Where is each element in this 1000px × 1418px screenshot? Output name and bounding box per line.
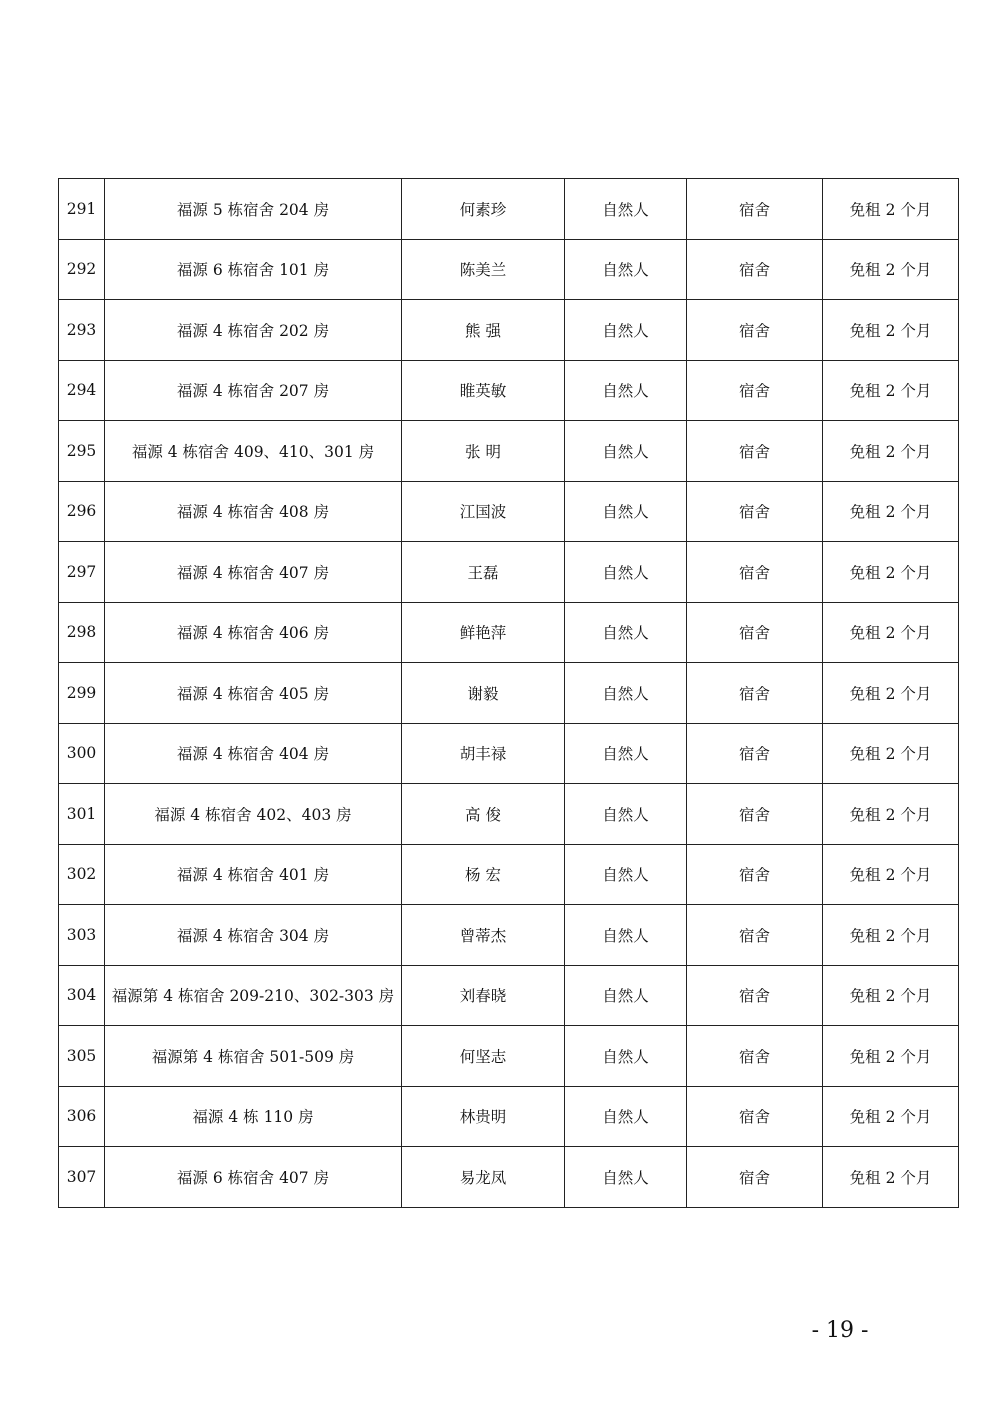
property-address-cell: 福源 4 栋宿舍 202 房	[105, 300, 402, 361]
table-row	[59, 179, 959, 240]
property-use-cell: 宿舍	[687, 1086, 823, 1147]
row-index-cell: 304	[59, 965, 105, 1026]
property-use-cell: 宿舍	[687, 481, 823, 542]
property-address-cell: 福源 4 栋宿舍 207 房	[105, 360, 402, 421]
tenant-name-cell: 林贵明	[402, 1086, 565, 1147]
property-address-cell: 福源第 4 栋宿舍 209-210、302-303 房	[105, 965, 402, 1026]
tenant-type-cell: 自然人	[565, 1086, 687, 1147]
row-index-cell: 298	[59, 602, 105, 663]
tenant-name-cell: 刘春晓	[402, 965, 565, 1026]
table-row	[59, 239, 959, 300]
tenant-type-cell: 自然人	[565, 965, 687, 1026]
property-use-cell: 宿舍	[687, 723, 823, 784]
tenant-name-cell: 鲜艳萍	[402, 602, 565, 663]
table-row	[59, 844, 959, 905]
tenant-type-cell: 自然人	[565, 360, 687, 421]
relief-term-cell: 免租 2 个月	[823, 542, 959, 603]
table-row	[59, 784, 959, 845]
tenant-type-cell: 自然人	[565, 179, 687, 240]
property-address-cell: 福源 4 栋 110 房	[105, 1086, 402, 1147]
property-address-cell: 福源 4 栋宿舍 304 房	[105, 905, 402, 966]
property-address-cell: 福源第 4 栋宿舍 501-509 房	[105, 1026, 402, 1087]
row-index-cell: 294	[59, 360, 105, 421]
row-index-cell: 301	[59, 784, 105, 845]
tenant-type-cell: 自然人	[565, 663, 687, 724]
tenant-name-cell: 胡丰禄	[402, 723, 565, 784]
relief-term-cell: 免租 2 个月	[823, 844, 959, 905]
relief-term-cell: 免租 2 个月	[823, 723, 959, 784]
property-address-cell: 福源 4 栋宿舍 409、410、301 房	[105, 421, 402, 482]
property-use-cell: 宿舍	[687, 663, 823, 724]
tenant-type-cell: 自然人	[565, 421, 687, 482]
table-row	[59, 360, 959, 421]
property-use-cell: 宿舍	[687, 905, 823, 966]
tenant-name-cell: 高 俊	[402, 784, 565, 845]
tenant-name-cell: 何坚志	[402, 1026, 565, 1087]
tenant-name-cell: 陈美兰	[402, 239, 565, 300]
tenant-type-cell: 自然人	[565, 905, 687, 966]
table-row	[59, 1086, 959, 1147]
tenant-name-cell: 江国波	[402, 481, 565, 542]
relief-term-cell: 免租 2 个月	[823, 1086, 959, 1147]
table-row	[59, 723, 959, 784]
row-index-cell: 296	[59, 481, 105, 542]
property-use-cell: 宿舍	[687, 421, 823, 482]
property-use-cell: 宿舍	[687, 844, 823, 905]
property-address-cell: 福源 4 栋宿舍 401 房	[105, 844, 402, 905]
row-index-cell: 300	[59, 723, 105, 784]
relief-term-cell: 免租 2 个月	[823, 239, 959, 300]
table-row	[59, 965, 959, 1026]
property-address-cell: 福源 4 栋宿舍 404 房	[105, 723, 402, 784]
property-use-cell: 宿舍	[687, 300, 823, 361]
property-address-cell: 福源 5 栋宿舍 204 房	[105, 179, 402, 240]
table-row	[59, 300, 959, 361]
table-row	[59, 905, 959, 966]
table-row	[59, 421, 959, 482]
property-address-cell: 福源 4 栋宿舍 405 房	[105, 663, 402, 724]
tenant-name-cell: 睢英敏	[402, 360, 565, 421]
relief-term-cell: 免租 2 个月	[823, 1147, 959, 1208]
row-index-cell: 292	[59, 239, 105, 300]
relief-term-cell: 免租 2 个月	[823, 905, 959, 966]
relief-term-cell: 免租 2 个月	[823, 784, 959, 845]
table-row	[59, 602, 959, 663]
table-row	[59, 663, 959, 724]
tenant-name-cell: 杨 宏	[402, 844, 565, 905]
property-address-cell: 福源 6 栋宿舍 407 房	[105, 1147, 402, 1208]
row-index-cell: 291	[59, 179, 105, 240]
relief-term-cell: 免租 2 个月	[823, 300, 959, 361]
property-use-cell: 宿舍	[687, 360, 823, 421]
tenant-name-cell: 曾蒂杰	[402, 905, 565, 966]
table-row	[59, 542, 959, 603]
property-use-cell: 宿舍	[687, 965, 823, 1026]
property-use-cell: 宿舍	[687, 542, 823, 603]
relief-term-cell: 免租 2 个月	[823, 481, 959, 542]
property-use-cell: 宿舍	[687, 239, 823, 300]
relief-term-cell: 免租 2 个月	[823, 965, 959, 1026]
tenant-name-cell: 谢毅	[402, 663, 565, 724]
row-index-cell: 299	[59, 663, 105, 724]
property-use-cell: 宿舍	[687, 1026, 823, 1087]
tenant-type-cell: 自然人	[565, 542, 687, 603]
row-index-cell: 295	[59, 421, 105, 482]
row-index-cell: 302	[59, 844, 105, 905]
property-address-cell: 福源 4 栋宿舍 402、403 房	[105, 784, 402, 845]
row-index-cell: 303	[59, 905, 105, 966]
tenant-type-cell: 自然人	[565, 300, 687, 361]
tenant-type-cell: 自然人	[565, 481, 687, 542]
rent-relief-table	[58, 178, 959, 1208]
property-address-cell: 福源 6 栋宿舍 101 房	[105, 239, 402, 300]
row-index-cell: 305	[59, 1026, 105, 1087]
property-use-cell: 宿舍	[687, 784, 823, 845]
relief-term-cell: 免租 2 个月	[823, 179, 959, 240]
relief-term-cell: 免租 2 个月	[823, 663, 959, 724]
tenant-name-cell: 熊 强	[402, 300, 565, 361]
property-address-cell: 福源 4 栋宿舍 407 房	[105, 542, 402, 603]
relief-term-cell: 免租 2 个月	[823, 421, 959, 482]
row-index-cell: 293	[59, 300, 105, 361]
property-use-cell: 宿舍	[687, 179, 823, 240]
tenant-type-cell: 自然人	[565, 602, 687, 663]
table-row	[59, 1147, 959, 1208]
tenant-type-cell: 自然人	[565, 723, 687, 784]
tenant-name-cell: 易龙凤	[402, 1147, 565, 1208]
property-use-cell: 宿舍	[687, 1147, 823, 1208]
tenant-type-cell: 自然人	[565, 239, 687, 300]
tenant-name-cell: 张 明	[402, 421, 565, 482]
tenant-type-cell: 自然人	[565, 1026, 687, 1087]
row-index-cell: 297	[59, 542, 105, 603]
relief-term-cell: 免租 2 个月	[823, 360, 959, 421]
table-row	[59, 1026, 959, 1087]
row-index-cell: 306	[59, 1086, 105, 1147]
tenant-type-cell: 自然人	[565, 784, 687, 845]
tenant-type-cell: 自然人	[565, 844, 687, 905]
tenant-name-cell: 何素珍	[402, 179, 565, 240]
tenant-type-cell: 自然人	[565, 1147, 687, 1208]
relief-term-cell: 免租 2 个月	[823, 602, 959, 663]
relief-term-cell: 免租 2 个月	[823, 1026, 959, 1087]
tenant-name-cell: 王磊	[402, 542, 565, 603]
property-use-cell: 宿舍	[687, 602, 823, 663]
property-address-cell: 福源 4 栋宿舍 406 房	[105, 602, 402, 663]
page-number: - 19 -	[811, 1318, 869, 1343]
table-row	[59, 481, 959, 542]
table-body	[59, 179, 959, 1208]
property-address-cell: 福源 4 栋宿舍 408 房	[105, 481, 402, 542]
row-index-cell: 307	[59, 1147, 105, 1208]
